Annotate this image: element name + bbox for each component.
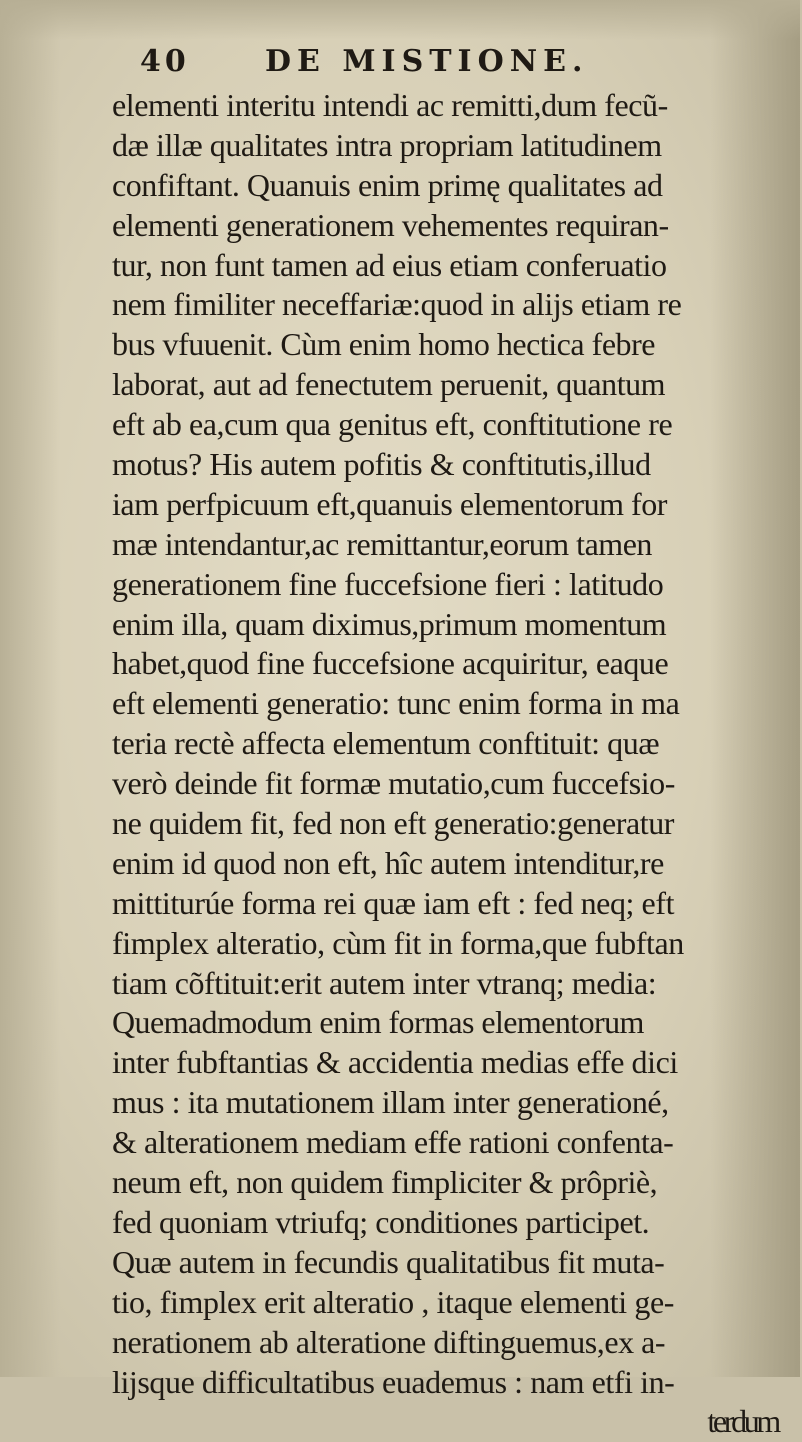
text-line: mus : ita mutationem illam inter generationé, <box>112 1084 669 1121</box>
text-line: confiftant. Quanuis enim primę qualitates ad <box>112 166 663 203</box>
page-shadow-top <box>0 0 800 40</box>
text-line: inter fubftantias & accidentia medias effe dici <box>112 1044 678 1081</box>
page-shadow-left <box>0 0 60 1377</box>
text-line: ne quidem fit, fed non eft generatio:generatur <box>112 805 674 842</box>
body-text <box>112 86 802 1442</box>
text-line: generationem fine fuccefsione fieri : latitudo <box>112 565 664 602</box>
text-line: eft ab ea,cum qua genitus eft, conftitutione re <box>112 406 673 443</box>
text-line: fimplex alteratio, cùm fit in forma,que fubftan <box>112 924 684 961</box>
text-line: iam perfpicuum eft,quanuis elementorum for <box>112 485 667 522</box>
text-line: dæ illæ qualitates intra propriam latitudinem <box>112 126 662 163</box>
text-line: tio, fimplex erit alteratio , itaque elementi ge- <box>112 1283 675 1320</box>
text-line: fed quoniam vtriufq; conditiones participet. <box>112 1203 650 1240</box>
text-line: verò deinde fit formæ mutatio,cum fuccefsio- <box>112 765 675 802</box>
text-line: & alterationem mediam effe rationi confenta- <box>112 1124 674 1161</box>
page-number: 40 <box>140 44 190 79</box>
text-line: tiam cõftituit:erit autem inter vtranq; media: <box>112 964 657 1001</box>
text-line: eft elementi generatio: tunc enim forma in ma <box>112 685 680 722</box>
text-line: habet,quod fine fuccefsione acquiritur, eaque <box>112 645 669 682</box>
text-line: Quemadmodum enim formas elementorum <box>112 1004 644 1041</box>
text-line: elementi generationem vehementes requiran- <box>112 206 669 243</box>
running-title: DE MISTIONE. <box>265 44 589 79</box>
text-line: tur, non funt tamen ad eius etiam conferuatio <box>112 246 667 283</box>
text-line: enim id quod non eft, hîc autem intenditur,re <box>112 844 664 881</box>
catchword: terdum <box>707 1403 778 1440</box>
text-line: elementi interitu intendi ac remitti,dum fecũ- <box>112 87 668 123</box>
text-line: lijsque difficultatibus euademus : nam etfi in- <box>112 1363 675 1400</box>
text-line: enim illa, quam diximus,primum momentum <box>112 605 667 642</box>
text-line: neum eft, non quidem fimpliciter & prôpriè, <box>112 1164 658 1201</box>
running-head <box>140 44 700 88</box>
text-line: mittiturúe forma rei quæ iam eft : fed neq; eft <box>112 884 675 921</box>
text-line: motus? His autem pofitis & conftitutis,illud <box>112 446 651 483</box>
text-line: Quæ autem in fecundis qualitatibus fit muta- <box>112 1243 665 1280</box>
text-line: mæ intendantur,ac remittantur,eorum tamen <box>112 525 652 562</box>
text-line: nerationem ab alteratione diftinguemus,ex a- <box>112 1323 666 1360</box>
text-line: nem fimiliter neceffariæ:quod in alijs etiam re <box>112 286 682 323</box>
text-line: laborat, aut ad fenectutem peruenit, quantum <box>112 366 666 403</box>
text-line: teria rectè affecta elementum conftituit: quæ <box>112 725 660 762</box>
text-line: bus vfuuenit. Cùm enim homo hectica febre <box>112 326 655 363</box>
